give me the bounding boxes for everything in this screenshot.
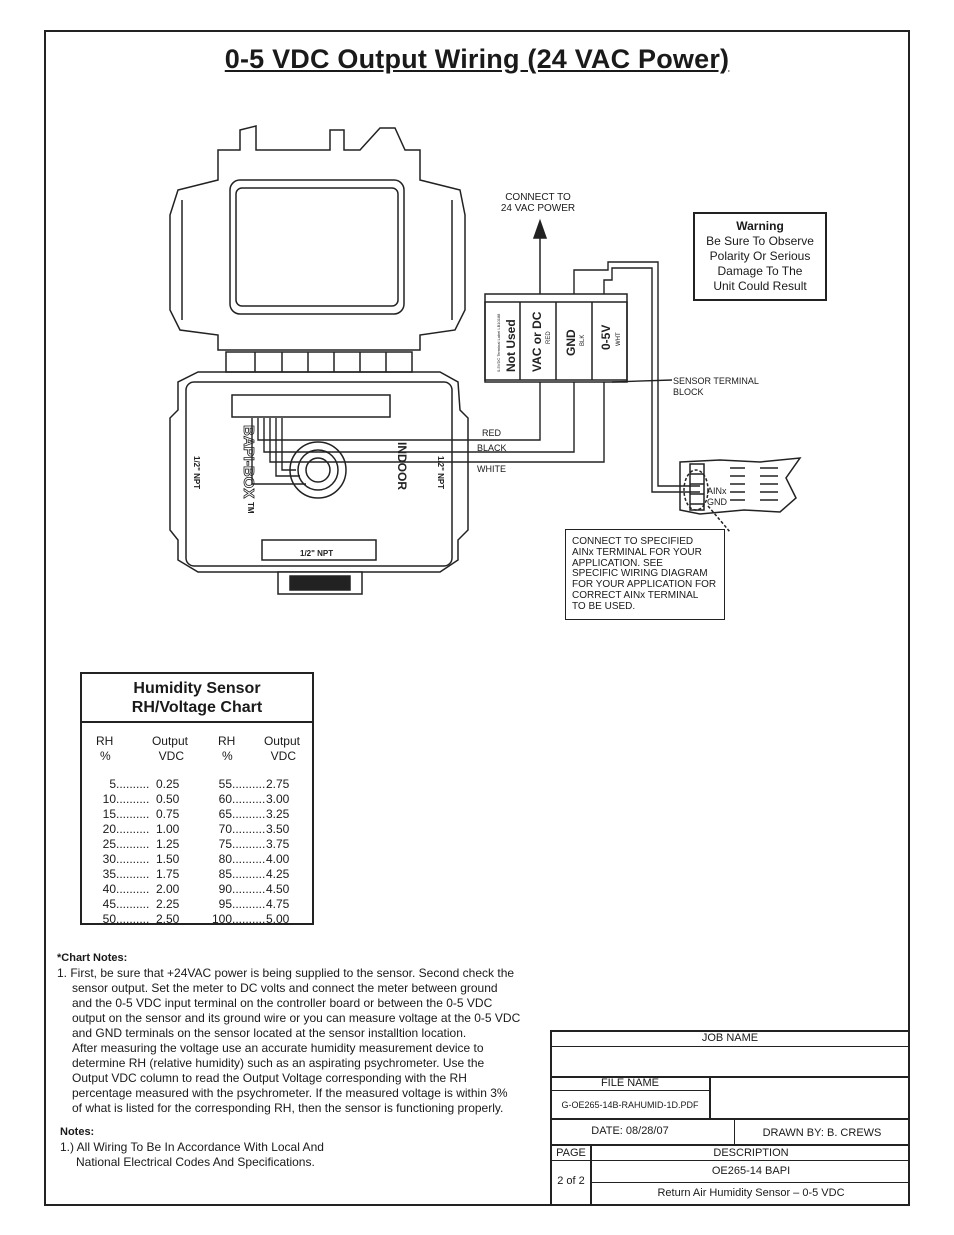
chart-leader-dots: ..........: [232, 777, 266, 791]
chart-rh-value: 55: [218, 777, 232, 791]
chart-rh-value: 30: [102, 852, 116, 866]
terminal-not-used-sub: 0-5VDC Terminal Label LB10188: [496, 313, 501, 372]
file-name-label: FILE NAME: [600, 1077, 660, 1089]
chart-row: [212, 912, 300, 927]
drawn-by-value: DRAWN BY: B. CREWS: [762, 1127, 882, 1139]
notes-line-2: National Electrical Codes And Specifications.: [76, 1155, 315, 1169]
chart-row: [212, 822, 300, 837]
enclosure-brand-label: BAPI-BOX: [240, 425, 257, 499]
chart-notes-line: Output VDC column to read the Output Voltage corresponding with the RH: [72, 1071, 467, 1085]
chart-column-right: [212, 734, 300, 927]
warning-box: [693, 212, 827, 301]
chart-leader-dots: ..........: [232, 897, 266, 911]
chart-leader-dots: ..........: [116, 807, 150, 821]
chart-row: [96, 837, 188, 852]
controller-gnd-label: GND: [707, 497, 727, 507]
chart-notes-line: output on the sensor and its ground wire or you can measure voltage at the 0-5 VDC: [72, 1011, 521, 1025]
description-label: DESCRIPTION: [713, 1147, 789, 1159]
chart-leader-dots: ..........: [232, 792, 266, 806]
ain-note-line-6: CORRECT AINx TERMINAL: [572, 589, 699, 601]
enclosure-indoor-label: INDOOR: [395, 442, 409, 490]
chart-leader-dots: ..........: [116, 912, 150, 926]
chart-rh-value: 70: [218, 822, 232, 836]
chart-left-header: [96, 734, 188, 764]
chart-row: [212, 792, 300, 807]
chart-leader-dots: ..........: [232, 837, 266, 851]
chart-leader-dots: ..........: [232, 867, 266, 881]
rh-voltage-chart: [80, 672, 314, 925]
notes-heading: Notes:: [60, 1126, 95, 1138]
file-name-value: G-OE265-14B-RAHUMID-1D.PDF: [561, 1100, 699, 1110]
chart-notes-line: After measuring the voltage use an accurate humidity measurement device to: [72, 1041, 484, 1055]
chart-rh-value: 80: [218, 852, 232, 866]
left-pct-header: %: [100, 749, 111, 763]
chart-rh-value: 85: [218, 867, 232, 881]
chart-rh-value: 20: [102, 822, 116, 836]
chart-voltage-value: 1.75: [156, 867, 180, 881]
page-label: PAGE: [556, 1147, 586, 1159]
page-title: 0-5 VDC Output Wiring (24 VAC Power): [224, 44, 730, 74]
chart-leader-dots: ..........: [232, 882, 266, 896]
chart-row: [212, 777, 300, 792]
wire-label-red: RED: [482, 428, 502, 438]
chart-rh-value: 5: [109, 777, 116, 791]
chart-voltage-value: 4.50: [266, 882, 290, 896]
chart-row: [96, 777, 188, 792]
chart-rh-value: 25: [102, 837, 116, 851]
power-arrow: [534, 221, 546, 294]
right-pct-header: %: [222, 749, 233, 763]
ain-note-line-5: FOR YOUR APPLICATION FOR: [572, 579, 717, 591]
terminal-05v-sub: WHT: [616, 332, 622, 346]
chart-row: [212, 882, 300, 897]
chart-leader-dots: ..........: [116, 882, 150, 896]
chart-rh-value: 90: [218, 882, 232, 896]
title-block: [550, 1030, 910, 1206]
enclosure-base: [170, 372, 468, 594]
chart-leader-dots: ..........: [232, 822, 266, 836]
chart-title-line-1: Humidity Sensor: [133, 680, 261, 697]
chart-voltage-value: 2.75: [266, 777, 290, 791]
left-output-header: Output: [151, 734, 188, 748]
enclosure-npt-left-label: 1/2" NPT: [192, 456, 201, 490]
chart-voltage-value: 3.75: [266, 837, 290, 851]
left-rh-header: RH: [96, 734, 114, 748]
chart-right-rows: [212, 777, 300, 927]
chart-voltage-value: 3.00: [266, 792, 290, 806]
notes-line-1: 1.) All Wiring To Be In Accordance With Local And: [60, 1140, 324, 1154]
chart-leader-dots: ..........: [116, 897, 150, 911]
chart-voltage-value: 4.25: [266, 867, 290, 881]
chart-leader-dots: ..........: [116, 792, 150, 806]
connect-power-line-2: 24 VAC POWER: [500, 203, 576, 214]
date-value: DATE: 08/28/07: [591, 1125, 669, 1137]
chart-rh-value: 65: [218, 807, 232, 821]
chart-rh-value: 35: [102, 867, 116, 881]
connect-power-line-1: CONNECT TO: [505, 192, 571, 203]
chart-notes-first-line: 1. First, be sure that +24VAC power is being supplied to the sensor. Second check the: [57, 966, 515, 980]
chart-row: [96, 912, 188, 927]
chart-voltage-value: 2.50: [156, 912, 180, 926]
ain-note-line-4: SPECIFIC WIRING DIAGRAM: [572, 568, 708, 580]
chart-rh-value: 50: [102, 912, 116, 926]
chart-column-left: [96, 734, 188, 927]
chart-row: [96, 897, 188, 912]
terminal-not-used-label: Not Used: [504, 319, 518, 372]
chart-row: [212, 852, 300, 867]
chart-row: [212, 897, 300, 912]
chart-voltage-value: 2.00: [156, 882, 180, 896]
terminal-vac-sub: RED: [546, 331, 552, 344]
wire-label-white: WHITE: [477, 464, 506, 474]
ain-note-line-2: AINx TERMINAL FOR YOUR: [572, 546, 702, 558]
chart-leader-dots: ..........: [116, 777, 150, 791]
chart-leader-dots: ..........: [116, 837, 150, 851]
connect-power-label: [496, 192, 580, 214]
chart-leader-dots: ..........: [232, 852, 266, 866]
enclosure-lid: [170, 126, 465, 372]
ain-note-line-3: APPLICATION. SEE: [572, 557, 663, 569]
ain-note-box: [565, 529, 725, 620]
chart-voltage-value: 2.25: [156, 897, 180, 911]
chart-rh-value: 40: [102, 882, 116, 896]
chart-notes-line: and GND terminals on the sensor located at the sensor installtion location.: [72, 1026, 467, 1040]
chart-left-rows: [96, 777, 188, 927]
chart-row: [96, 852, 188, 867]
chart-notes-heading: *Chart Notes:: [57, 952, 128, 964]
controller-ainx-label: AINx: [707, 486, 727, 496]
wire-label-black: BLACK: [477, 443, 507, 453]
chart-row: [96, 807, 188, 822]
chart-rh-value: 45: [102, 897, 116, 911]
ain-note-line-1: CONNECT TO SPECIFIED: [572, 536, 694, 547]
chart-notes-line: sensor output. Set the meter to DC volts and connect the meter between ground: [72, 981, 498, 995]
chart-notes-line: of what is listed for the corresponding RH, then the sensor is functioning properly.: [72, 1101, 504, 1115]
enclosure-npt-bottom-label: 1/2" NPT: [300, 549, 334, 558]
chart-notes-line: and the 0-5 VDC input terminal on the controller board or between the 0-5 VDC: [72, 996, 493, 1010]
chart-leader-dots: ..........: [232, 912, 266, 926]
chart-right-header: [212, 734, 300, 764]
chart-title-line-2: RH/Voltage Chart: [131, 699, 263, 716]
job-name-label: JOB NAME: [701, 1032, 759, 1044]
sensor-terminal-block-label: [673, 376, 759, 398]
chart-leader-dots: ..........: [116, 852, 150, 866]
terminal-gnd-label: GND: [564, 329, 578, 356]
ain-note-line-7: TO BE USED.: [572, 600, 636, 612]
chart-row: [212, 807, 300, 822]
terminal-gnd-sub: BLK: [580, 334, 586, 346]
chart-voltage-value: 4.00: [266, 852, 290, 866]
chart-voltage-value: 0.50: [156, 792, 180, 806]
enclosure-tm-label: TM: [246, 502, 255, 514]
enclosure-npt-right-label: 1/2" NPT: [436, 456, 445, 490]
chart-row: [96, 822, 188, 837]
chart-notes-line: determine RH (relative humidity) such as an aspirating psychrometer. Use the: [72, 1056, 485, 1070]
chart-voltage-value: 3.25: [266, 807, 290, 821]
terminal-05v-label: 0-5V: [599, 324, 613, 350]
controller-board: [680, 458, 800, 532]
right-vdc-header: VDC: [270, 749, 296, 763]
chart-rh-value: 95: [218, 897, 232, 911]
stb-line-2: BLOCK: [673, 387, 704, 397]
warning-line-4: Unit Could Result: [713, 279, 807, 293]
chart-voltage-value: 3.50: [266, 822, 290, 836]
description-line-2: Return Air Humidity Sensor – 0-5 VDC: [657, 1187, 845, 1199]
chart-rh-value: 75: [218, 837, 232, 851]
chart-leader-dots: ..........: [116, 822, 150, 836]
terminal-vac-label: VAC or DC: [530, 311, 544, 372]
warning-line-1: Be Sure To Observe: [706, 234, 814, 248]
warning-heading: Warning: [736, 219, 784, 233]
chart-leader-dots: ..........: [232, 807, 266, 821]
chart-rh-value: 10: [102, 792, 116, 806]
chart-voltage-value: 5.00: [266, 912, 290, 926]
warning-line-3: Damage To The: [717, 264, 803, 278]
chart-voltage-value: 1.50: [156, 852, 180, 866]
chart-row: [96, 867, 188, 882]
chart-row: [212, 867, 300, 882]
description-line-1: OE265-14 BAPI: [711, 1165, 791, 1177]
right-rh-header: RH: [218, 734, 236, 748]
chart-rh-value: 15: [102, 807, 116, 821]
chart-leader-dots: ..........: [116, 867, 150, 881]
chart-rh-value: 100: [212, 912, 233, 926]
chart-row: [96, 792, 188, 807]
chart-row: [96, 882, 188, 897]
chart-notes: [57, 951, 547, 1170]
chart-notes-line: percentage measured with the psychrometer. If the measured voltage is within 3%: [72, 1086, 508, 1100]
chart-notes-lines: [57, 981, 547, 1116]
chart-voltage-value: 0.75: [156, 807, 180, 821]
stb-line-1: SENSOR TERMINAL: [673, 376, 759, 386]
chart-voltage-value: 0.25: [156, 777, 180, 791]
chart-rh-value: 60: [218, 792, 232, 806]
chart-voltage-value: 4.75: [266, 897, 290, 911]
chart-voltage-value: 1.00: [156, 822, 180, 836]
chart-row: [212, 837, 300, 852]
right-output-header: Output: [263, 734, 300, 748]
left-vdc-header: VDC: [158, 749, 184, 763]
page-value: 2 of 2: [557, 1175, 585, 1187]
warning-line-2: Polarity Or Serious: [709, 249, 811, 263]
sensor-wires: [252, 382, 604, 484]
chart-header: [82, 674, 312, 723]
chart-voltage-value: 1.25: [156, 837, 180, 851]
